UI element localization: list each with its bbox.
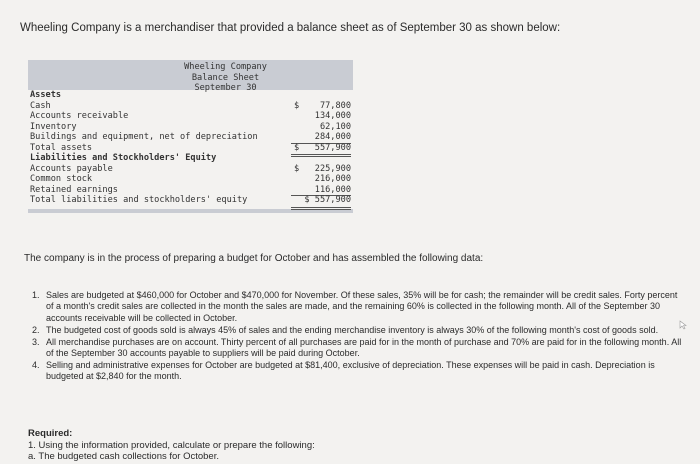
statement-name: Balance Sheet (191, 72, 260, 83)
row-retained-earnings: Retained earnings 116,000 (30, 184, 351, 195)
balance-sheet-table (28, 60, 353, 213)
row-buildings-equipment: Buildings and equipment, net of depreciation 284,000 (30, 132, 351, 142)
company-name: Wheeling Company (184, 62, 267, 72)
row-accounts-receivable: Accounts receivable 134,000 (30, 111, 351, 121)
intro-text: Wheeling Company is a merchandiser that provided a balance sheet as of September 30 as shown below: (20, 22, 561, 34)
mouse-cursor-icon (679, 320, 689, 330)
row-accounts-payable: Accounts payable $ 225,900 (30, 163, 351, 174)
data-list (32, 290, 682, 383)
budget-intro-text: The company is in the process of preparing a budget for October and has assembled the following data: (24, 253, 484, 264)
statement-date: September 30 (194, 83, 257, 93)
required-title: Required: (28, 428, 73, 439)
row-inventory: Inventory 62,100 (30, 121, 351, 132)
list-item: 3. All merchandise purchases are on account. Thirty percent of all purchases are paid for in the month of purchase and 70% are paid for in the following month. All of the September 30 accounts payable to suppliers will be paid during October. (32, 336, 682, 359)
row-cash: Cash $ 77,800 (30, 100, 351, 111)
row-total-liabilities-equity: Total liabilities and stockholders' equity $ 557,900 (28, 195, 353, 206)
row-total-assets: Total assets $ 557,900 (28, 143, 353, 154)
list-item: 4. Selling and administrative expenses for October are budgeted at $81,400, exclusive of depreciation. These expenses will be paid in cash. Depreciation is budgeted at $2,840 for the month. (32, 359, 655, 382)
balance-sheet-header (28, 60, 353, 93)
row-liabilities-heading: Liabilities and Stockholders' Equity (30, 153, 217, 163)
list-item: 2. The budgeted cost of goods sold is always 45% of sales and the ending merchandise inventory is always 30% of the following month's cost of goods sold. (32, 324, 659, 335)
required-line-1: 1. Using the information provided, calculate or prepare the following: (28, 439, 315, 451)
row-common-stock: Common stock 216,000 (30, 174, 351, 184)
row-assets-heading: Assets (30, 90, 62, 100)
list-item: 1. Sales are budgeted at $460,000 for October and $470,000 for November. Of these sales, 35% will be for cash; the remainder will be credit sales. Forty percent of a month's credit sales are collected in the month the sales are made, and the remaining 60% is collected in the following month. All of the September 30 accounts receivable will be collected in October. (32, 290, 678, 323)
required-section (28, 428, 315, 463)
required-line-2: a. The budgeted cash collections for October. (28, 451, 219, 462)
